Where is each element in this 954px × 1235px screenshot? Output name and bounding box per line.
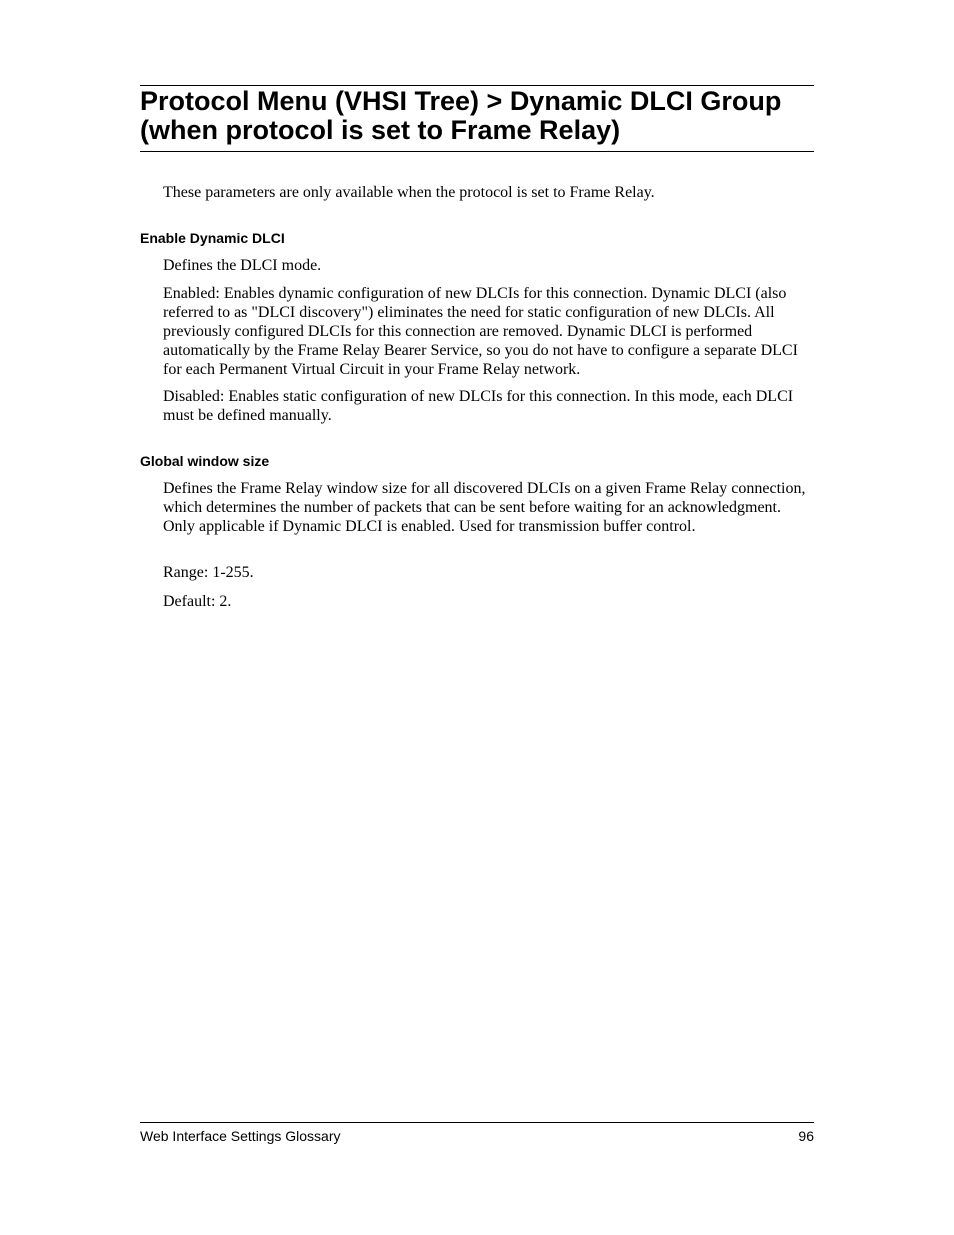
paragraph-window-size: Defines the Frame Relay window size for all discovered DLCIs on a given Frame Relay connection, which determines the number of packets that can be sent before waiting for an acknowledgment. Only applicable if Dynamic DLCI is enabled. Used for transmission buffer control. bbox=[163, 480, 806, 535]
paragraph-range: Range: 1-255. bbox=[163, 564, 254, 581]
title-bottom-rule bbox=[140, 151, 814, 152]
paragraph-default: Default: 2. bbox=[163, 593, 232, 610]
intro-paragraph: These parameters are only available when the protocol is set to Frame Relay. bbox=[163, 184, 655, 201]
paragraph-disabled: Disabled: Enables static configuration of new DLCIs for this connection. In this mode, each DLCI must be defined manually. bbox=[163, 388, 794, 424]
page-title: Protocol Menu (VHSI Tree) > Dynamic DLCI Group (when protocol is set to Frame Relay) bbox=[140, 86, 782, 145]
footer-document-title: Web Interface Settings Glossary bbox=[140, 1128, 341, 1144]
footer-rule bbox=[140, 1122, 814, 1123]
section-heading-enable-dynamic-dlci: Enable Dynamic DLCI bbox=[140, 230, 285, 246]
section-heading-global-window-size: Global window size bbox=[140, 453, 270, 469]
paragraph-dlci-mode: Defines the DLCI mode. bbox=[163, 257, 322, 274]
paragraph-enabled: Enabled: Enables dynamic configuration of new DLCIs for this connection. Dynamic DLCI (also referred to as "DLCI discovery") eliminates the need for static configuration of new DLCIs. All previously configured DLCIs for this connection are removed. Dynamic DLCI is performed automatically by the Frame Relay Bearer Service, so you do not have to configure a separate DLCI for each Permanent Virtual Circuit in your Frame Relay network. bbox=[163, 285, 798, 378]
footer-page-number: 96 bbox=[798, 1128, 814, 1144]
